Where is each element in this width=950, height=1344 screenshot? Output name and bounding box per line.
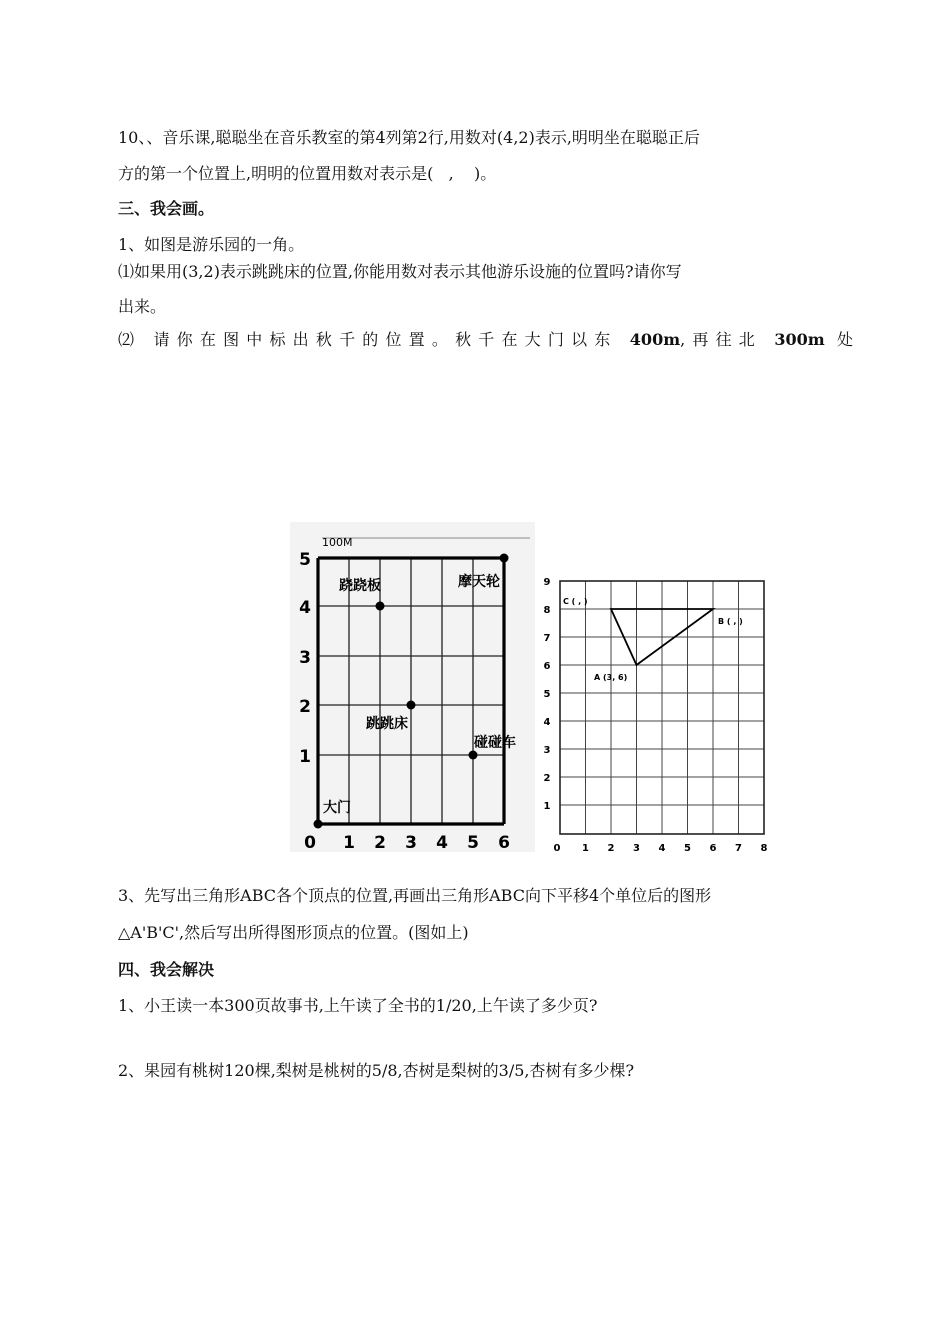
- grid-y-tick-1: 1: [543, 801, 551, 812]
- label-trampoline: 跳跳床: [366, 716, 408, 732]
- s3-q1-part2: [118, 330, 861, 350]
- grid-y-tick-9: 9: [543, 577, 551, 588]
- park-y-tick-1: 1: [299, 747, 311, 767]
- q10-line2: 方的第一个位置上,明明的位置用数对表示是( , )。: [118, 164, 497, 183]
- park-y-tick-2: 2: [299, 697, 311, 717]
- label-vertex-c: C ( , ): [563, 597, 588, 606]
- point-ferris-wheel: [500, 554, 509, 563]
- grid-x-tick-1: 1: [582, 843, 589, 854]
- q10-line1: 10、、音乐课,聪聪坐在音乐教室的第4列第2行,用数对(4,2)表示,明明坐在聪聪正后: [118, 128, 700, 147]
- point-gate: [314, 820, 323, 829]
- label-gate: 大门: [323, 800, 351, 816]
- s3-q1-part1-line1: ⑴如果用(3,2)表示跳跳床的位置,你能用数对表示其他游乐设施的位置吗?请你写: [118, 262, 682, 281]
- s3-q3-line2: △A'B'C',然后写出所得图形顶点的位置。(图如上): [118, 923, 469, 942]
- park-x-tick-1: 1: [343, 833, 355, 852]
- park-map-figure: [290, 522, 535, 852]
- section4-title: 四、我会解决: [118, 960, 215, 979]
- part2-prefix: ⑵ 请你在图中标出秋千的位置。秋千在大门以东: [118, 330, 618, 349]
- park-x-tick-2: 2: [374, 833, 386, 852]
- park-y-tick-5: 5: [299, 550, 311, 570]
- park-x-tick-3: 3: [405, 833, 417, 852]
- part2-suffix: 处: [836, 330, 861, 349]
- s3-q3-line1: 3、先写出三角形ABC各个顶点的位置,再画出三角形ABC向下平移4个单位后的图形: [118, 886, 712, 905]
- part2-distance-north: 300m: [774, 330, 825, 349]
- label-ferris-wheel: 摩天轮: [458, 574, 500, 590]
- grid-y-tick-6: 6: [543, 661, 551, 672]
- grid-y-tick-5: 5: [543, 689, 551, 700]
- s4-q1: 1、小王读一本300页故事书,上午读了全书的1/20,上午读了多少页?: [118, 996, 598, 1015]
- grid-x-tick-4: 4: [658, 843, 666, 854]
- label-bumper-cars: 碰碰车: [474, 735, 516, 751]
- grid-y-tick-7: 7: [543, 633, 551, 644]
- grid-y-tick-2: 2: [543, 773, 551, 784]
- grid-x-tick-6: 6: [709, 843, 717, 854]
- part2-mid: ,再往北: [680, 330, 763, 349]
- grid-x-tick-5: 5: [684, 843, 691, 854]
- label-vertex-a: A (3, 6): [594, 673, 628, 682]
- park-y-tick-4: 4: [299, 598, 311, 618]
- park-x-tick-6: 6: [498, 833, 510, 852]
- label-vertex-b: B ( , ): [718, 617, 743, 626]
- park-x-tick-0: 0: [304, 833, 316, 852]
- grid-y-tick-4: 4: [543, 717, 551, 728]
- label-seesaw: 跷跷板: [339, 578, 381, 594]
- park-y-tick-3: 3: [299, 648, 311, 668]
- grid-y-tick-8: 8: [543, 605, 551, 616]
- s3-q1-title: 1、如图是游乐园的一角。: [118, 235, 305, 254]
- grid-x-tick-0: 0: [553, 843, 561, 854]
- triangle-grid-figure: [538, 572, 778, 854]
- point-trampoline: [407, 701, 416, 710]
- s3-q1-part1-line2: 出来。: [118, 297, 167, 316]
- park-x-tick-4: 4: [436, 833, 448, 852]
- s4-q2: 2、果园有桃树120棵,梨树是桃树的5/8,杏树是梨树的3/5,杏树有多少棵?: [118, 1061, 635, 1080]
- grid-y-tick-3: 3: [543, 745, 551, 756]
- point-seesaw: [376, 602, 385, 611]
- section3-title: 三、我会画。: [118, 199, 215, 218]
- park-x-tick-5: 5: [467, 833, 479, 852]
- grid-x-tick-3: 3: [633, 843, 640, 854]
- point-bumper-cars: [469, 751, 478, 760]
- scale-label: 100M: [322, 536, 353, 549]
- grid-x-tick-2: 2: [607, 843, 615, 854]
- part2-distance-east: 400m: [629, 330, 681, 349]
- grid-x-tick-8: 8: [760, 843, 768, 854]
- grid-x-tick-7: 7: [735, 843, 742, 854]
